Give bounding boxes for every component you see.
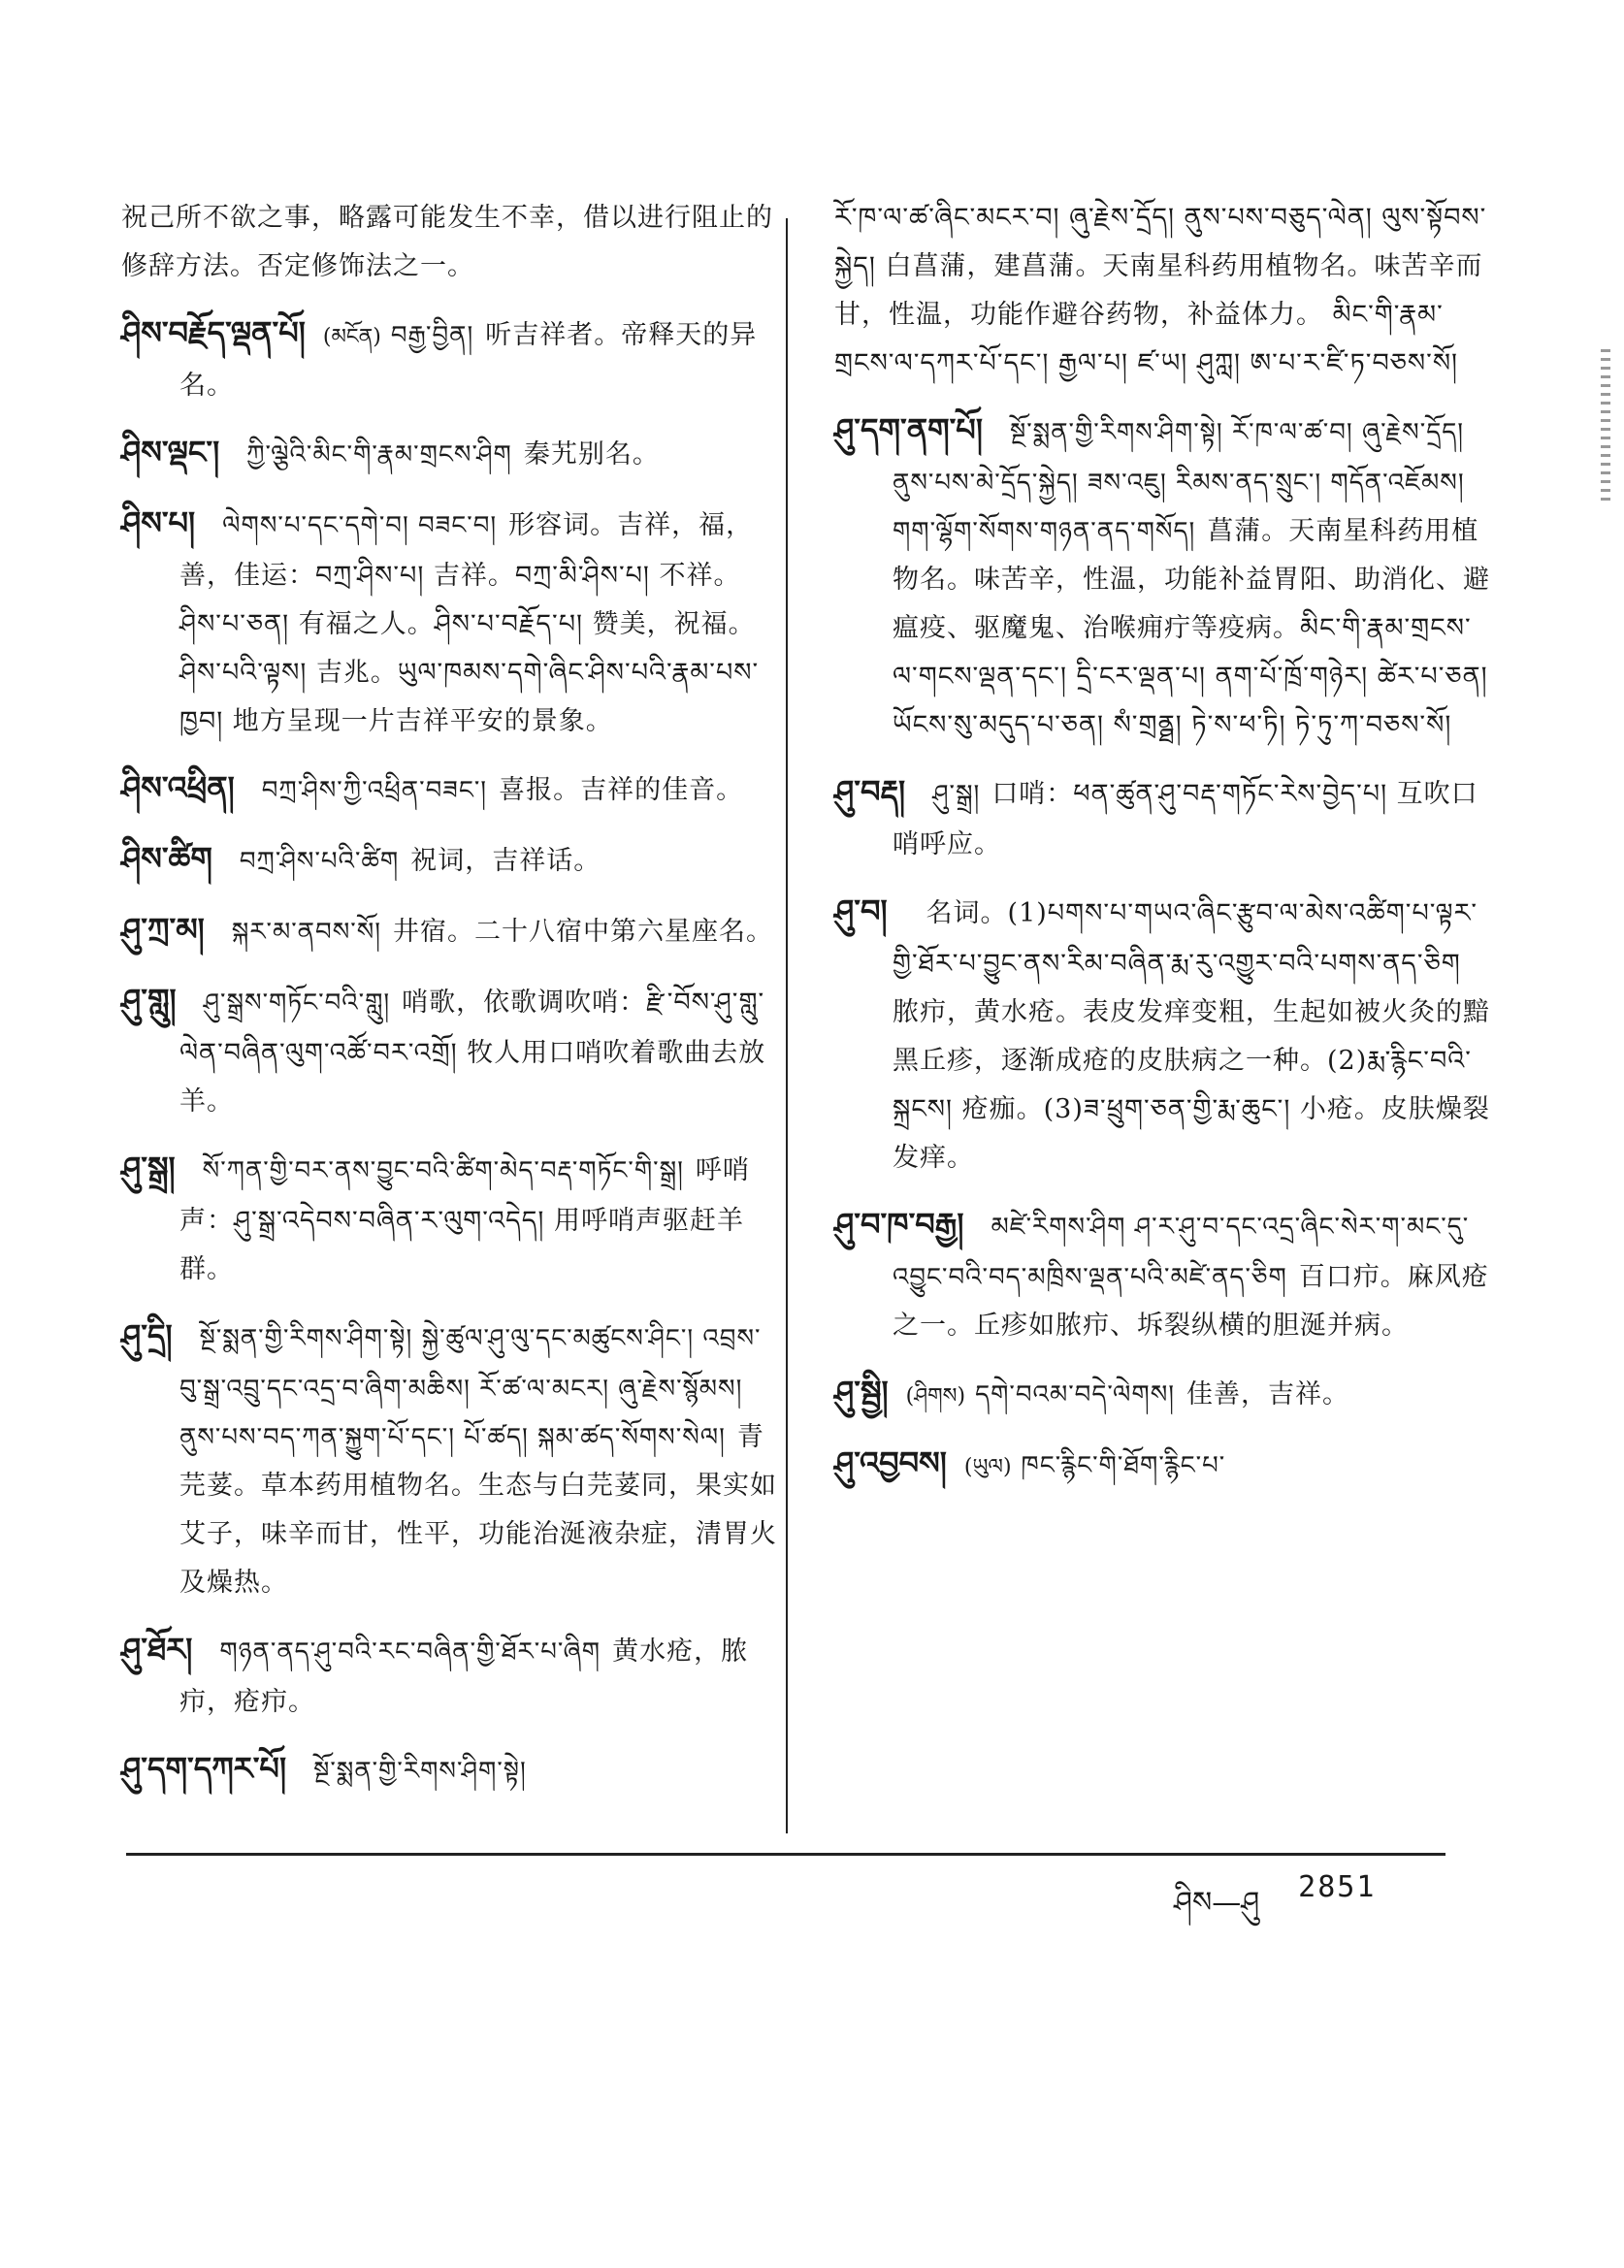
dictionary-entry xyxy=(121,308,781,410)
scan-artifact xyxy=(1601,349,1610,504)
entry-headword: ཤིས་བརྗོད་ལྡན་པོ། xyxy=(121,314,306,351)
continuation-tibetan-2: མིང་གི་རྣམ་གྲངས་ལ་དཀར་པོ་དང་། རྒྱལ་པ། ཛ་ཡ། ཤུཀླ། ཨ་པ་ར་ཛི་ཏ་བཅས་སོ། xyxy=(834,300,1459,378)
entry-chinese-definition: 口哨：ཕན་ཚུན་ཤུ་བརྡ་གཏོང་རེས་བྱེད་པ། 互吹口哨呼应。 xyxy=(893,779,1478,859)
entry-tibetan-definition: སྐར་མ་ནབས་སོ། xyxy=(231,918,382,947)
right-entries xyxy=(834,405,1494,1492)
dictionary-entry xyxy=(834,1439,1494,1492)
entry-chinese-definition: 祝词，吉祥话。 xyxy=(410,846,601,876)
right-column xyxy=(834,194,1494,1509)
dictionary-entry xyxy=(121,1312,781,1607)
entry-headword: ཤུ་བརྡ། xyxy=(834,773,906,810)
entry-chinese-definition: 菖蒲。天南星科药用植物名。味苦辛，性温，功能补益胃阳、助消化、避瘟疫、驱魔鬼、治喉痈疔等疫病。མིང་གི་རྣམ་གྲངས་ལ་གངས་ལྡན་དང་། དྲི་ངར་ལྡན་པ། ནག་པོ་ཁྲོ་གཉེར། ཚེར་པ་ཅན། ཡོངས་སུ་མདུད་པ་ཅན། སཾ་གྲནྠ། ཏེ་ས་ཕ་ཏི། ཏེ་ཏུ་ཀ་བཅས་སོ། xyxy=(893,516,1490,740)
entry-headword: ཤུ་དྲི། xyxy=(121,1317,173,1354)
entry-headword: ཤུ་བ་ཁ་བརྒྱ། xyxy=(834,1206,964,1243)
entry-tibetan-definition: གཉན་ནད་ཤུ་བའི་རང་བཞིན་གྱི་ཐོར་པ་ཞིག xyxy=(219,1637,601,1667)
dictionary-entry xyxy=(834,1368,1494,1421)
entry-headword: ཤུ་ཐོར། xyxy=(121,1631,193,1668)
entry-tibetan-definition: ཁང་རྙིང་གི་ཐོག་རྙིང་པ་ xyxy=(1021,1451,1226,1480)
dictionary-entry xyxy=(834,405,1494,750)
page-range: ཤིས—ཤུ xyxy=(1174,1886,1260,1920)
entry-tibetan-definition: བཀྲ་ཤིས་ཀྱི་འཕྲིན་བཟང་། xyxy=(261,776,488,805)
entry-chinese-definition: 秦艽别名。 xyxy=(523,439,660,470)
entry-chinese-definition: 听吉祥者。帝释天的异名。 xyxy=(179,320,758,401)
entry-tibetan-definition: ཀྱི་ལྕེའི་མིང་གི་རྣམ་གྲངས་ཤིག xyxy=(246,440,512,470)
page-number: 2851 xyxy=(1298,1870,1377,1904)
page-footer xyxy=(1174,1870,1376,1952)
entry-headword: ཤུ་དག་དཀར་པོ། xyxy=(121,1750,287,1787)
entry-headword: ཤུ་བ། xyxy=(834,892,888,929)
footer-rule xyxy=(126,1853,1445,1856)
dictionary-entry xyxy=(121,834,781,888)
entry-headword: ཤིས་ལྡང་། xyxy=(121,434,220,470)
dictionary-entry xyxy=(121,1144,781,1294)
entry-tag: (མངོན) xyxy=(322,325,381,349)
entry-headword: ཤུ་ཀྲ་མ། xyxy=(121,911,205,948)
left-entries xyxy=(121,308,781,1798)
entry-chinese-definition: 喜报。吉祥的佳音。 xyxy=(499,775,744,805)
entry-chinese-definition: 名词。(1)པགས་པ་གཡའ་ཞིང་རྩུབ་ལ་མེས་འཚིག་པ་ལྟར་གྱི་ཐོར་པ་བྱུང་ནས་རིམ་བཞིན་རྨ་རུ་འགྱུར་བའི་པགས་ནད་ཅིག 脓疖，黄水疮。表皮发痒变粗，生起如被火灸的黯黑丘疹，逐渐成疮的皮肤病之一种。(2)རྨ་རྙིང་བའི་སྐྲངས། 疮痂。(3)ཟ་ཕྲུག་ཅན་གྱི་རྨ་ཆུང་། 小疮。皮肤燥裂发痒。 xyxy=(893,898,1490,1173)
continuation-tibetan: རོ་ཁ་ལ་ཚ་ཞིང་མངར་བ། ཞུ་རྗེས་དྲོད། ནུས་པས་བཅུད་ལེན། ལུས་སྟོབས་སྐྱེད། xyxy=(834,203,1487,281)
entry-tag: (ཡུལ) xyxy=(963,1455,1012,1479)
entry-headword: ཤུ་གླུ། xyxy=(121,982,177,1019)
dictionary-entry xyxy=(121,499,781,746)
entry-chinese-definition: 黄水疮，脓疖，疮疖。 xyxy=(179,1636,749,1717)
entry-headword: ཤུ་དག་ནག་པོ། xyxy=(834,411,983,448)
entry-headword: ཤིས་པ། xyxy=(121,504,196,541)
entry-tibetan-definition: བཀྲ་ཤིས་པའི་ཚིག xyxy=(239,847,400,876)
dictionary-entry xyxy=(121,976,781,1126)
entry-tibetan-definition: སྔོ་སྨན་གྱི་རིགས་ཤིག་སྟེ། xyxy=(313,1757,527,1786)
dictionary-entry xyxy=(834,1200,1494,1350)
entry-tag: (ཤིགས) xyxy=(905,1384,966,1409)
left-column xyxy=(121,194,781,1815)
column-divider xyxy=(786,218,788,1833)
continuation-chinese: 白菖蒲，建菖蒲。天南星科药用植物名。味苦辛而甘，性温，功能作避谷药物，补益体力。 xyxy=(834,251,1483,330)
entry-tibetan-definition: དགེ་བའམ་བདེ་ལེགས། xyxy=(975,1380,1176,1409)
entry-tibetan-definition: ལེགས་པ་དང་དགེ་བ། བཟང་བ། xyxy=(222,511,498,540)
entry-chinese-definition: 呼哨声：ཤུ་སྒྲ་འདེབས་བཞིན་ར་ལུག་འདེད། 用呼哨声驱赶羊群。 xyxy=(179,1155,750,1284)
entry-headword: ཤུ་འབྱབས། xyxy=(834,1444,947,1481)
entry-tibetan-definition: བརྒྱ་བྱིན། xyxy=(390,321,474,350)
dictionary-entry xyxy=(834,767,1494,869)
dictionary-entry xyxy=(121,763,781,817)
dictionary-entry xyxy=(121,1625,781,1727)
entry-chinese-definition: 形容词。吉祥，福，善，佳运：བཀྲ་ཤིས་པ། 吉祥。བཀྲ་མི་ཤིས་པ། 不祥。ཤིས་པ་ཅན། 有福之人。ཤིས་པ་བརྗོད་པ། 赞美，祝福。ཤིས་པའི་ལྟས། 吉兆。ཡུལ་ཁམས་དགེ་ཞིང་ཤིས་པའི་རྣམ་པས་ཁྱབ། 地方呈现一片吉祥平安的景象。 xyxy=(179,510,760,736)
entry-chinese-definition: 井宿。二十八宿中第六星座名。 xyxy=(393,917,774,947)
entry-tibetan-definition: སྔོ་སྨན་གྱི་རིགས་ཤིག་སྟེ། རོ་ཁ་ལ་ཚ་བ། ཞུ་རྗེས་དྲོད། ནུས་པས་མེ་དྲོད་སྐྱེད། ཟས་འཇུ། རིམས་ནད་སྲུང་། གདོན་འཇོམས། གག་ལྷོག་སོགས་གཉན་ནད་གསོད། xyxy=(893,418,1465,546)
entry-chinese-definition: 青芫荽。草本药用植物名。生态与白芫荽同，果实如艾子，味辛而甘，性平，功能治涎液杂症，清胃火及燥热。 xyxy=(179,1422,777,1598)
entry-tibetan-definition: སྔོ་སྨན་གྱི་རིགས་ཤིག་སྟེ། སྐྱེ་ཚུལ་ཤུ་ལུ་དང་མཚུངས་ཤིང་། འབྲས་བུ་སྒྲ་འབྲུ་དང་འདྲ་བ་ཞིག་མཆིས། རོ་ཚ་ལ་མངར། ཞུ་རྗེས་སྙོམས། ནུས་པས་བད་ཀན་སྐྱུག་པོ་དང་། པོ་ཚད། སྐམ་ཚད་སོགས་སེལ། xyxy=(179,1324,762,1452)
entry-tibetan-definition: ཤུ་སྒྲས་གཏོང་བའི་གླུ། xyxy=(203,988,391,1018)
dictionary-entry xyxy=(121,1744,781,1798)
entry-headword: ཤིས་འཕྲིན། xyxy=(121,769,235,806)
dictionary-entry xyxy=(834,887,1494,1183)
entry-headword: ཤིས་ཚིག xyxy=(121,840,212,877)
dictionary-entry xyxy=(121,428,781,481)
entry-chinese-definition: 佳善，吉祥。 xyxy=(1186,1379,1350,1409)
entry-headword: ཤུ་སྦྱི། xyxy=(834,1374,889,1410)
dictionary-entry xyxy=(121,905,781,958)
continuation-text: 祝己所不欲之事，略露可能发生不幸，借以进行阻止的修辞方法。否定修饰法之一。 xyxy=(121,203,773,281)
entry-chinese-definition: 百口疖。麻风疮之一。丘疹如脓疖、坼裂纵横的胆涎并病。 xyxy=(893,1262,1489,1341)
entry-tibetan-definition: མཛེ་རིགས་ཤིག ཤ་ར་ཤུ་བ་དང་འདྲ་ཞིང་སེར་ག་མང་དུ་འབྱུང་བའི་བད་མཁྲིས་ལྡན་པའི་མཛེ་ནད་ཅིག xyxy=(893,1213,1470,1292)
entry-headword: ཤུ་སྒྲ། xyxy=(121,1150,176,1186)
entry-chinese-definition: 哨歌，依歌调吹哨：རྫི་བོས་ཤུ་གླུ་ལེན་བཞིན་ལུག་འཚོ་བར་འགྲོ། 牧人用口哨吹着歌曲去放羊。 xyxy=(179,988,766,1117)
entry-tibetan-definition: སོ་ཀན་གྱི་བར་ནས་བྱུང་བའི་ཚིག་མེད་བརྡ་གཏོང་གི་སྒྲ། xyxy=(202,1156,684,1185)
entry-tibetan-definition: ཤུ་སྒྲ། xyxy=(932,780,981,809)
